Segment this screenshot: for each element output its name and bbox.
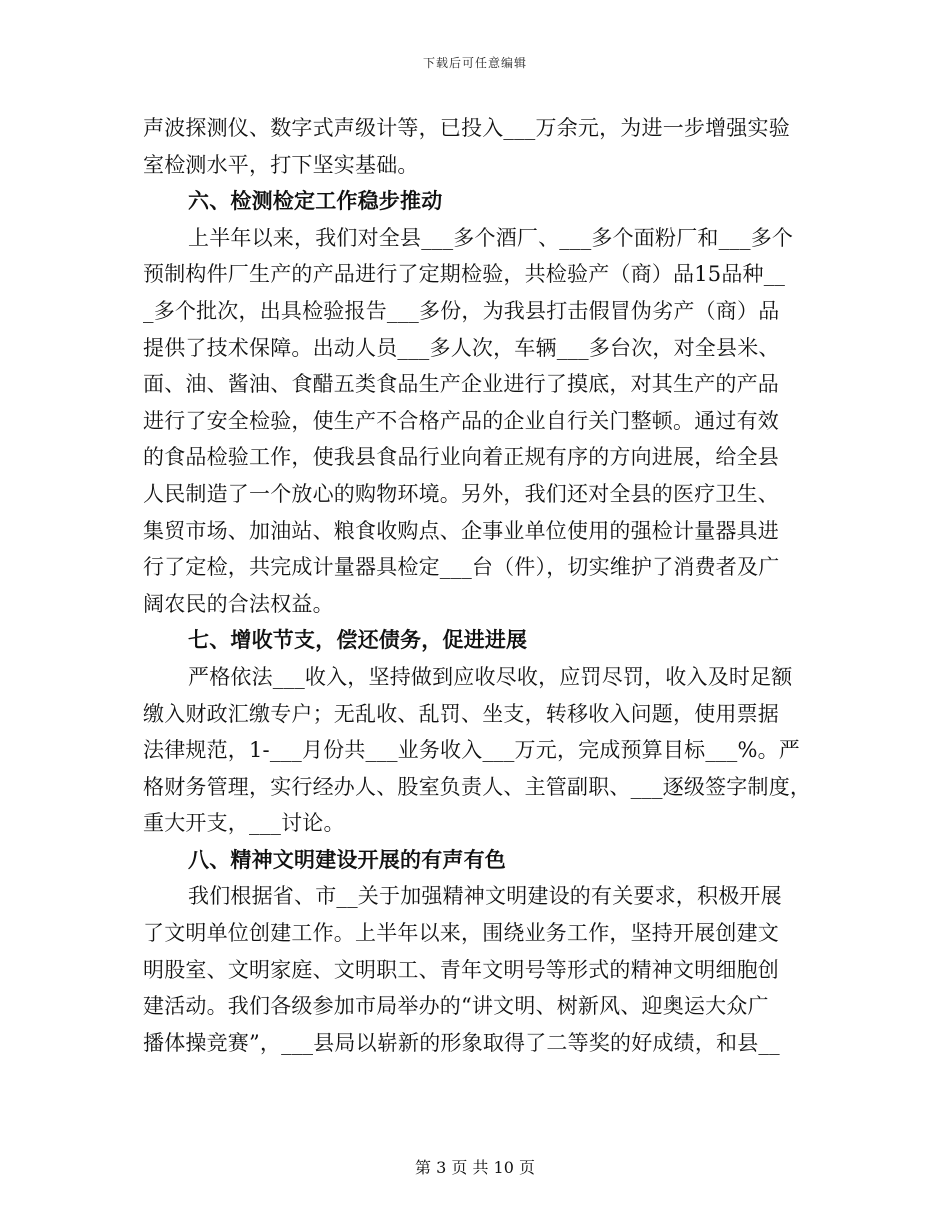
body-line: 建活动。我们各级参加市局举办的“讲文明、树新风、迎奥运大众广 — [143, 994, 769, 1019]
body-line: 的食品检验工作，使我县食品行业向着正规有序的方向进展，给全县 — [143, 445, 779, 470]
section-heading-8: 八、精神文明建设开展的有声有色 — [188, 846, 506, 872]
section-heading-7: 七、增收节支，偿还债务，促进进展 — [188, 627, 528, 653]
body-line: 室检测水平，打下坚实基础。 — [143, 152, 419, 177]
body-line: 声波探测仪、数字式声级计等，已投入___万余元，为进一步增强实验 — [143, 116, 790, 140]
body-line: 缴入财政汇缴专户；无乱收、乱罚、坐支，转移收入问题，使用票据 — [143, 701, 779, 726]
document-body — [143, 110, 811, 1061]
body-line: 上半年以来，我们对全县___多个酒厂、___多个面粉厂和___多个 — [188, 225, 794, 250]
body-line: _多个批次，出具检验报告___多份，为我县打击假冒伪劣产（商）品 — [143, 298, 780, 323]
body-line: 重大开支，___讨论。 — [143, 811, 345, 836]
body-line: 法律规范，1-___月份共___业务收入___万元，完成预算目标___%。严 — [143, 738, 801, 763]
body-line: 我们根据省、市__关于加强精神文明建设的有关要求，积极开展 — [188, 884, 782, 909]
body-line: 面、油、酱油、食醋五类食品生产企业进行了摸底，对其生产的产品 — [143, 372, 779, 397]
body-line: 预制构件厂生产的产品进行了定期检验，共检验产（商）品15品种__ — [143, 262, 786, 287]
body-line: 播体操竞赛”，___县局以崭新的形象取得了二等奖的好成绩，和县__ — [143, 1030, 780, 1055]
body-line: 集贸市场、加油站、粮食收购点、企事业单位使用的强检计量器具进 — [143, 518, 779, 543]
body-line: 明股室、文明家庭、文明职工、青年文明号等形式的精神文明细胞创 — [143, 957, 779, 982]
body-line: 提供了技术保障。出动人员___多人次，车辆___多台次，对全县米、 — [143, 335, 780, 360]
body-line: 了文明单位创建工作。上半年以来，围绕业务工作，坚持开展创建文 — [143, 921, 779, 946]
page-header-note: 下载后可任意编辑 — [422, 56, 527, 70]
body-line: 进行了安全检验，使生产不合格产品的企业自行关门整顿。通过有效 — [143, 408, 779, 433]
page-number-footer: 第 3 页 共 10 页 — [415, 1158, 535, 1177]
body-line: 行了定检，共完成计量器具检定___台（件），切实维护了消费者及广 — [143, 555, 780, 580]
body-line: 阔农民的合法权益。 — [143, 591, 334, 616]
section-heading-6: 六、检测检定工作稳步推动 — [188, 188, 443, 214]
body-line: 严格依法___收入，坚持做到应收尽收，应罚尽罚，收入及时足额 — [188, 664, 793, 689]
body-line: 人民制造了一个放心的购物环境。另外，我们还对全县的医疗卫生、 — [143, 481, 779, 506]
body-line: 格财务管理，实行经办人、股室负责人、主管副职、___逐级签字制度， — [143, 774, 812, 799]
